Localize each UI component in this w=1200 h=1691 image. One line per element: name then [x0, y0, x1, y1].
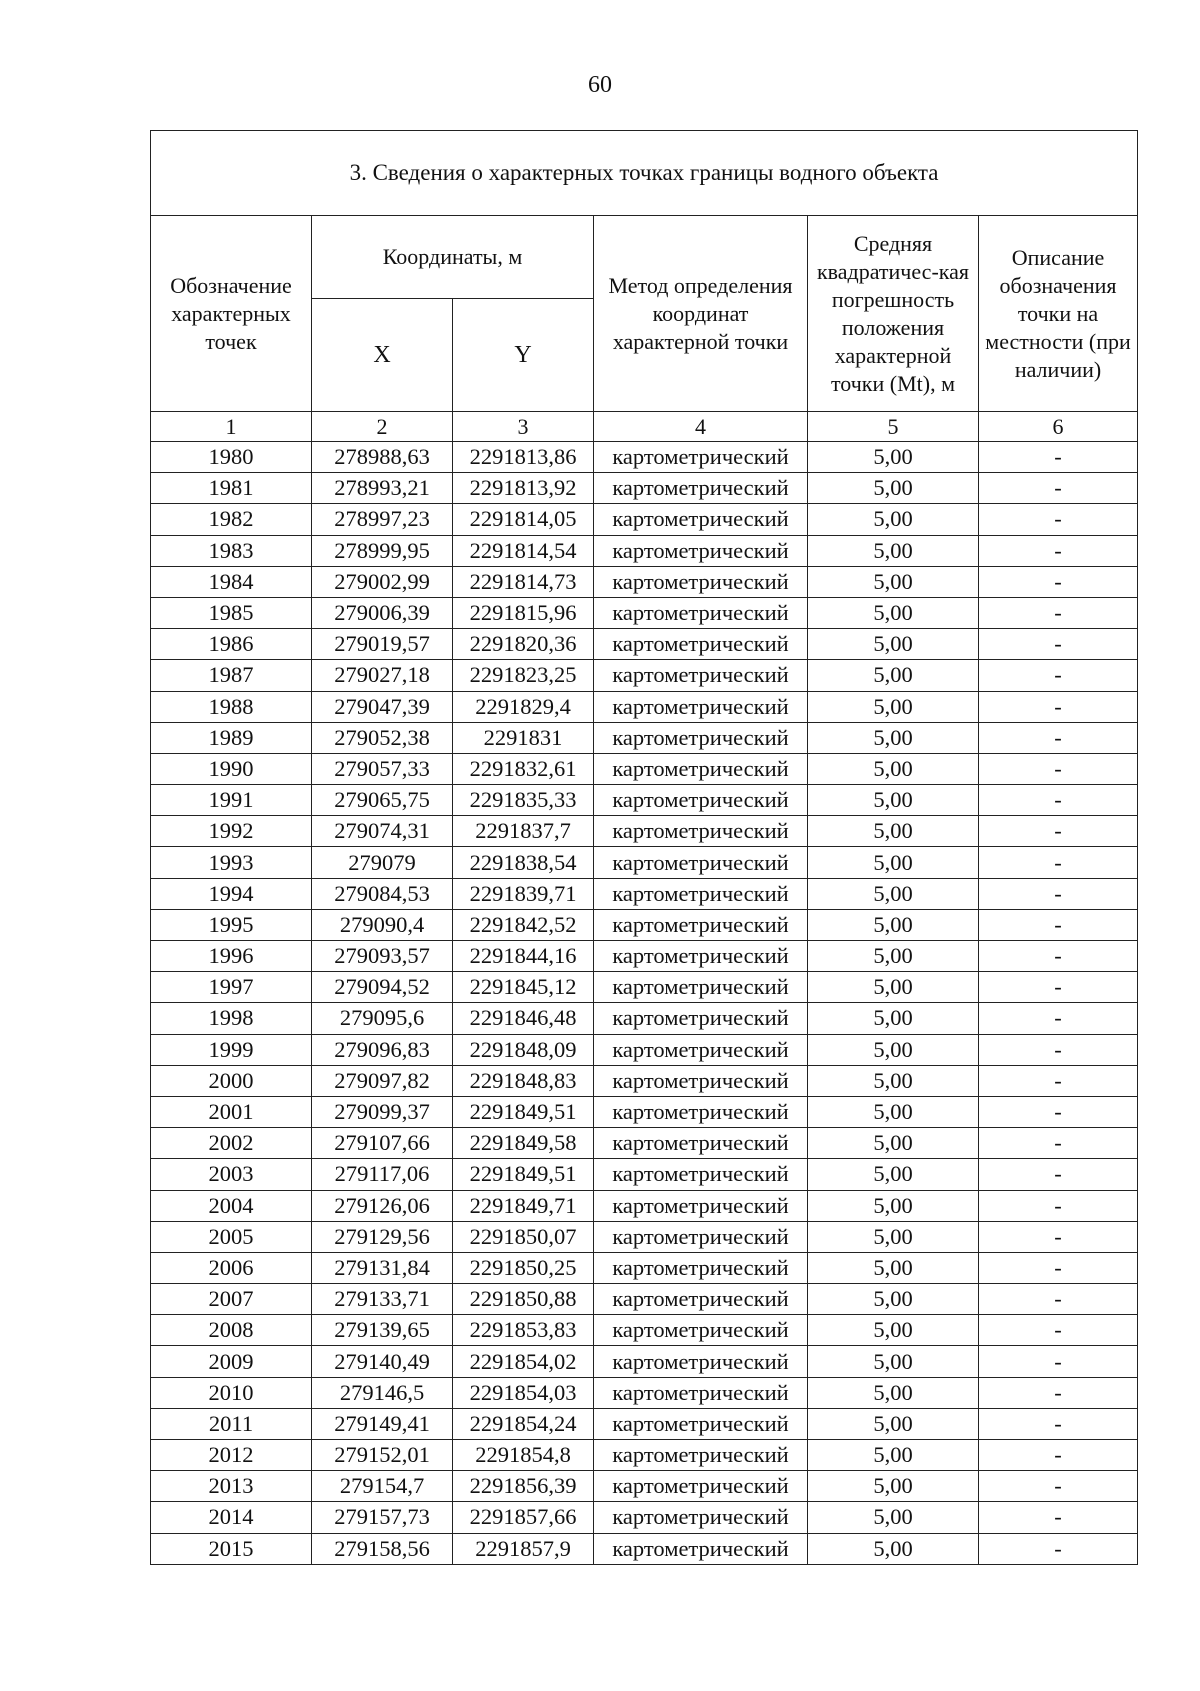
point-id-cell: 2000	[151, 1065, 312, 1096]
method-cell: картометрический	[594, 878, 808, 909]
y-coordinate-cell: 2291820,36	[453, 629, 594, 660]
error-cell: 5,00	[808, 1471, 979, 1502]
error-cell: 5,00	[808, 1190, 979, 1221]
column-number: 4	[594, 412, 808, 442]
error-cell: 5,00	[808, 972, 979, 1003]
description-cell: -	[979, 878, 1138, 909]
x-coordinate-cell: 279052,38	[312, 722, 453, 753]
x-coordinate-cell: 279133,71	[312, 1284, 453, 1315]
description-cell: -	[979, 816, 1138, 847]
description-cell: -	[979, 1065, 1138, 1096]
method-cell: картометрический	[594, 941, 808, 972]
y-coordinate-cell: 2291831	[453, 722, 594, 753]
table-row	[151, 535, 1138, 566]
description-cell: -	[979, 1003, 1138, 1034]
header-y: Y	[453, 299, 594, 412]
method-cell: картометрический	[594, 1252, 808, 1283]
description-cell: -	[979, 972, 1138, 1003]
x-coordinate-cell: 279084,53	[312, 878, 453, 909]
y-coordinate-cell: 2291849,51	[453, 1096, 594, 1127]
description-cell: -	[979, 535, 1138, 566]
x-coordinate-cell: 279154,7	[312, 1471, 453, 1502]
y-coordinate-cell: 2291857,66	[453, 1502, 594, 1533]
table-row	[151, 1034, 1138, 1065]
method-cell: картометрический	[594, 1190, 808, 1221]
table-row	[151, 909, 1138, 940]
table-row	[151, 847, 1138, 878]
y-coordinate-cell: 2291845,12	[453, 972, 594, 1003]
y-coordinate-cell: 2291848,09	[453, 1034, 594, 1065]
point-id-cell: 2015	[151, 1533, 312, 1564]
x-coordinate-cell: 279057,33	[312, 753, 453, 784]
y-coordinate-cell: 2291850,07	[453, 1221, 594, 1252]
header-coordinates: Координаты, м	[312, 216, 594, 299]
error-cell: 5,00	[808, 442, 979, 473]
table-row	[151, 878, 1138, 909]
point-id-cell: 2002	[151, 1128, 312, 1159]
description-cell: -	[979, 1159, 1138, 1190]
y-coordinate-cell: 2291854,03	[453, 1377, 594, 1408]
error-cell: 5,00	[808, 1533, 979, 1564]
table-row	[151, 1408, 1138, 1439]
table-row	[151, 816, 1138, 847]
point-id-cell: 1994	[151, 878, 312, 909]
table-row	[151, 1221, 1138, 1252]
y-coordinate-cell: 2291813,86	[453, 442, 594, 473]
table-row	[151, 1128, 1138, 1159]
error-cell: 5,00	[808, 753, 979, 784]
point-id-cell: 2008	[151, 1315, 312, 1346]
table-row	[151, 1533, 1138, 1564]
header-error: Средняя квадратичес-кая погрешность положения характерной точки (Mt), м	[808, 216, 979, 412]
table-row	[151, 1284, 1138, 1315]
y-coordinate-cell: 2291853,83	[453, 1315, 594, 1346]
description-cell: -	[979, 722, 1138, 753]
description-cell: -	[979, 1533, 1138, 1564]
method-cell: картометрический	[594, 753, 808, 784]
error-cell: 5,00	[808, 1003, 979, 1034]
point-id-cell: 1991	[151, 785, 312, 816]
y-coordinate-cell: 2291814,54	[453, 535, 594, 566]
table-row	[151, 566, 1138, 597]
point-id-cell: 2010	[151, 1377, 312, 1408]
x-coordinate-cell: 279027,18	[312, 660, 453, 691]
point-id-cell: 2009	[151, 1346, 312, 1377]
table-row	[151, 1315, 1138, 1346]
y-coordinate-cell: 2291857,9	[453, 1533, 594, 1564]
method-cell: картометрический	[594, 1003, 808, 1034]
method-cell: картометрический	[594, 1315, 808, 1346]
table-row	[151, 1065, 1138, 1096]
x-coordinate-cell: 279131,84	[312, 1252, 453, 1283]
point-id-cell: 2001	[151, 1096, 312, 1127]
x-coordinate-cell: 279099,37	[312, 1096, 453, 1127]
description-cell: -	[979, 566, 1138, 597]
x-coordinate-cell: 279129,56	[312, 1221, 453, 1252]
method-cell: картометрический	[594, 816, 808, 847]
x-coordinate-cell: 279097,82	[312, 1065, 453, 1096]
table-row	[151, 597, 1138, 628]
y-coordinate-cell: 2291850,88	[453, 1284, 594, 1315]
error-cell: 5,00	[808, 1284, 979, 1315]
error-cell: 5,00	[808, 629, 979, 660]
x-coordinate-cell: 279152,01	[312, 1440, 453, 1471]
point-id-cell: 1986	[151, 629, 312, 660]
description-cell: -	[979, 1190, 1138, 1221]
y-coordinate-cell: 2291854,24	[453, 1408, 594, 1439]
y-coordinate-cell: 2291814,05	[453, 504, 594, 535]
x-coordinate-cell: 278997,23	[312, 504, 453, 535]
table-row	[151, 691, 1138, 722]
method-cell: картометрический	[594, 660, 808, 691]
point-id-cell: 1985	[151, 597, 312, 628]
table-row	[151, 1096, 1138, 1127]
point-id-cell: 1995	[151, 909, 312, 940]
description-cell: -	[979, 597, 1138, 628]
description-cell: -	[979, 909, 1138, 940]
y-coordinate-cell: 2291823,25	[453, 660, 594, 691]
y-coordinate-cell: 2291849,51	[453, 1159, 594, 1190]
description-cell: -	[979, 1034, 1138, 1065]
error-cell: 5,00	[808, 535, 979, 566]
error-cell: 5,00	[808, 847, 979, 878]
error-cell: 5,00	[808, 1252, 979, 1283]
table-row	[151, 1252, 1138, 1283]
method-cell: картометрический	[594, 442, 808, 473]
description-cell: -	[979, 1221, 1138, 1252]
column-number: 2	[312, 412, 453, 442]
y-coordinate-cell: 2291837,7	[453, 816, 594, 847]
x-coordinate-cell: 278999,95	[312, 535, 453, 566]
method-cell: картометрический	[594, 1471, 808, 1502]
point-id-cell: 2003	[151, 1159, 312, 1190]
method-cell: картометрический	[594, 1096, 808, 1127]
table-row	[151, 972, 1138, 1003]
method-cell: картометрический	[594, 566, 808, 597]
x-coordinate-cell: 279158,56	[312, 1533, 453, 1564]
x-coordinate-cell: 279126,06	[312, 1190, 453, 1221]
column-number: 5	[808, 412, 979, 442]
method-cell: картометрический	[594, 972, 808, 1003]
table-row	[151, 660, 1138, 691]
method-cell: картометрический	[594, 1346, 808, 1377]
error-cell: 5,00	[808, 722, 979, 753]
table-row	[151, 1003, 1138, 1034]
point-id-cell: 1993	[151, 847, 312, 878]
table-row	[151, 1190, 1138, 1221]
point-id-cell: 2007	[151, 1284, 312, 1315]
error-cell: 5,00	[808, 1128, 979, 1159]
point-id-cell: 1980	[151, 442, 312, 473]
y-coordinate-cell: 2291844,16	[453, 941, 594, 972]
table-row	[151, 1346, 1138, 1377]
point-id-cell: 1999	[151, 1034, 312, 1065]
x-coordinate-cell: 279146,5	[312, 1377, 453, 1408]
error-cell: 5,00	[808, 816, 979, 847]
description-cell: -	[979, 1284, 1138, 1315]
error-cell: 5,00	[808, 1315, 979, 1346]
description-cell: -	[979, 629, 1138, 660]
table-row	[151, 1440, 1138, 1471]
header-x: X	[312, 299, 453, 412]
column-number: 3	[453, 412, 594, 442]
y-coordinate-cell: 2291838,54	[453, 847, 594, 878]
y-coordinate-cell: 2291815,96	[453, 597, 594, 628]
table-row	[151, 753, 1138, 784]
description-cell: -	[979, 1408, 1138, 1439]
point-id-cell: 1983	[151, 535, 312, 566]
point-id-cell: 1996	[151, 941, 312, 972]
table-row	[151, 442, 1138, 473]
point-id-cell: 2012	[151, 1440, 312, 1471]
description-cell: -	[979, 753, 1138, 784]
description-cell: -	[979, 1377, 1138, 1408]
error-cell: 5,00	[808, 1346, 979, 1377]
table-row	[151, 473, 1138, 504]
x-coordinate-cell: 279107,66	[312, 1128, 453, 1159]
description-cell: -	[979, 442, 1138, 473]
x-coordinate-cell: 279019,57	[312, 629, 453, 660]
error-cell: 5,00	[808, 909, 979, 940]
method-cell: картометрический	[594, 1377, 808, 1408]
error-cell: 5,00	[808, 597, 979, 628]
x-coordinate-cell: 279002,99	[312, 566, 453, 597]
method-cell: картометрический	[594, 785, 808, 816]
y-coordinate-cell: 2291835,33	[453, 785, 594, 816]
description-cell: -	[979, 660, 1138, 691]
y-coordinate-cell: 2291814,73	[453, 566, 594, 597]
method-cell: картометрический	[594, 1159, 808, 1190]
point-id-cell: 1981	[151, 473, 312, 504]
description-cell: -	[979, 1315, 1138, 1346]
error-cell: 5,00	[808, 1408, 979, 1439]
header-method: Метод определения координат характерной точки	[594, 216, 808, 412]
description-cell: -	[979, 847, 1138, 878]
error-cell: 5,00	[808, 1034, 979, 1065]
y-coordinate-cell: 2291839,71	[453, 878, 594, 909]
x-coordinate-cell: 279095,6	[312, 1003, 453, 1034]
method-cell: картометрический	[594, 1221, 808, 1252]
error-cell: 5,00	[808, 1065, 979, 1096]
table-title: 3. Сведения о характерных точках границы водного объекта	[151, 131, 1138, 216]
x-coordinate-cell: 279094,52	[312, 972, 453, 1003]
table-row	[151, 1502, 1138, 1533]
x-coordinate-cell: 278993,21	[312, 473, 453, 504]
error-cell: 5,00	[808, 473, 979, 504]
error-cell: 5,00	[808, 691, 979, 722]
y-coordinate-cell: 2291849,58	[453, 1128, 594, 1159]
header-point-designation: Обозначение характерных точек	[151, 216, 312, 412]
x-coordinate-cell: 278988,63	[312, 442, 453, 473]
method-cell: картометрический	[594, 722, 808, 753]
method-cell: картометрический	[594, 1034, 808, 1065]
point-id-cell: 1990	[151, 753, 312, 784]
boundary-points-table	[150, 130, 1138, 1565]
point-id-cell: 2013	[151, 1471, 312, 1502]
x-coordinate-cell: 279079	[312, 847, 453, 878]
x-coordinate-cell: 279093,57	[312, 941, 453, 972]
description-cell: -	[979, 1471, 1138, 1502]
method-cell: картометрический	[594, 847, 808, 878]
x-coordinate-cell: 279074,31	[312, 816, 453, 847]
error-cell: 5,00	[808, 785, 979, 816]
y-coordinate-cell: 2291849,71	[453, 1190, 594, 1221]
point-id-cell: 2011	[151, 1408, 312, 1439]
description-cell: -	[979, 473, 1138, 504]
point-id-cell: 1982	[151, 504, 312, 535]
x-coordinate-cell: 279096,83	[312, 1034, 453, 1065]
error-cell: 5,00	[808, 1096, 979, 1127]
table-row	[151, 941, 1138, 972]
y-coordinate-cell: 2291842,52	[453, 909, 594, 940]
column-numbers-row	[151, 412, 1138, 442]
x-coordinate-cell: 279006,39	[312, 597, 453, 628]
description-cell: -	[979, 1128, 1138, 1159]
table-row	[151, 1471, 1138, 1502]
table-row	[151, 504, 1138, 535]
point-id-cell: 2006	[151, 1252, 312, 1283]
point-id-cell: 2004	[151, 1190, 312, 1221]
y-coordinate-cell: 2291829,4	[453, 691, 594, 722]
y-coordinate-cell: 2291850,25	[453, 1252, 594, 1283]
y-coordinate-cell: 2291832,61	[453, 753, 594, 784]
error-cell: 5,00	[808, 878, 979, 909]
method-cell: картометрический	[594, 909, 808, 940]
error-cell: 5,00	[808, 1502, 979, 1533]
column-number: 1	[151, 412, 312, 442]
description-cell: -	[979, 1346, 1138, 1377]
description-cell: -	[979, 1440, 1138, 1471]
table-row	[151, 785, 1138, 816]
method-cell: картометрический	[594, 691, 808, 722]
table-row	[151, 1159, 1138, 1190]
method-cell: картометрический	[594, 1065, 808, 1096]
error-cell: 5,00	[808, 566, 979, 597]
x-coordinate-cell: 279047,39	[312, 691, 453, 722]
y-coordinate-cell: 2291813,92	[453, 473, 594, 504]
point-id-cell: 1989	[151, 722, 312, 753]
y-coordinate-cell: 2291854,8	[453, 1440, 594, 1471]
error-cell: 5,00	[808, 660, 979, 691]
method-cell: картометрический	[594, 1502, 808, 1533]
y-coordinate-cell: 2291848,83	[453, 1065, 594, 1096]
method-cell: картометрический	[594, 535, 808, 566]
method-cell: картометрический	[594, 597, 808, 628]
point-id-cell: 1997	[151, 972, 312, 1003]
description-cell: -	[979, 1252, 1138, 1283]
y-coordinate-cell: 2291856,39	[453, 1471, 594, 1502]
method-cell: картометрический	[594, 629, 808, 660]
description-cell: -	[979, 1096, 1138, 1127]
x-coordinate-cell: 279117,06	[312, 1159, 453, 1190]
page-number: 60	[588, 72, 612, 98]
method-cell: картометрический	[594, 473, 808, 504]
description-cell: -	[979, 691, 1138, 722]
description-cell: -	[979, 941, 1138, 972]
method-cell: картометрический	[594, 1128, 808, 1159]
point-id-cell: 1998	[151, 1003, 312, 1034]
point-id-cell: 2005	[151, 1221, 312, 1252]
method-cell: картометрический	[594, 1533, 808, 1564]
column-number: 6	[979, 412, 1138, 442]
point-id-cell: 1984	[151, 566, 312, 597]
point-id-cell: 1992	[151, 816, 312, 847]
method-cell: картометрический	[594, 1284, 808, 1315]
method-cell: картометрический	[594, 1440, 808, 1471]
description-cell: -	[979, 1502, 1138, 1533]
x-coordinate-cell: 279065,75	[312, 785, 453, 816]
description-cell: -	[979, 504, 1138, 535]
error-cell: 5,00	[808, 1440, 979, 1471]
method-cell: картометрический	[594, 1408, 808, 1439]
error-cell: 5,00	[808, 1159, 979, 1190]
table-row	[151, 1377, 1138, 1408]
point-id-cell: 1987	[151, 660, 312, 691]
table-row	[151, 722, 1138, 753]
x-coordinate-cell: 279090,4	[312, 909, 453, 940]
x-coordinate-cell: 279139,65	[312, 1315, 453, 1346]
header-description: Описание обозначения точки на местности (при наличии)	[979, 216, 1138, 412]
x-coordinate-cell: 279140,49	[312, 1346, 453, 1377]
error-cell: 5,00	[808, 504, 979, 535]
y-coordinate-cell: 2291846,48	[453, 1003, 594, 1034]
description-cell: -	[979, 785, 1138, 816]
point-id-cell: 1988	[151, 691, 312, 722]
error-cell: 5,00	[808, 1221, 979, 1252]
table-body	[151, 442, 1138, 1565]
y-coordinate-cell: 2291854,02	[453, 1346, 594, 1377]
error-cell: 5,00	[808, 1377, 979, 1408]
point-id-cell: 2014	[151, 1502, 312, 1533]
error-cell: 5,00	[808, 941, 979, 972]
method-cell: картометрический	[594, 504, 808, 535]
x-coordinate-cell: 279149,41	[312, 1408, 453, 1439]
x-coordinate-cell: 279157,73	[312, 1502, 453, 1533]
table-row	[151, 629, 1138, 660]
